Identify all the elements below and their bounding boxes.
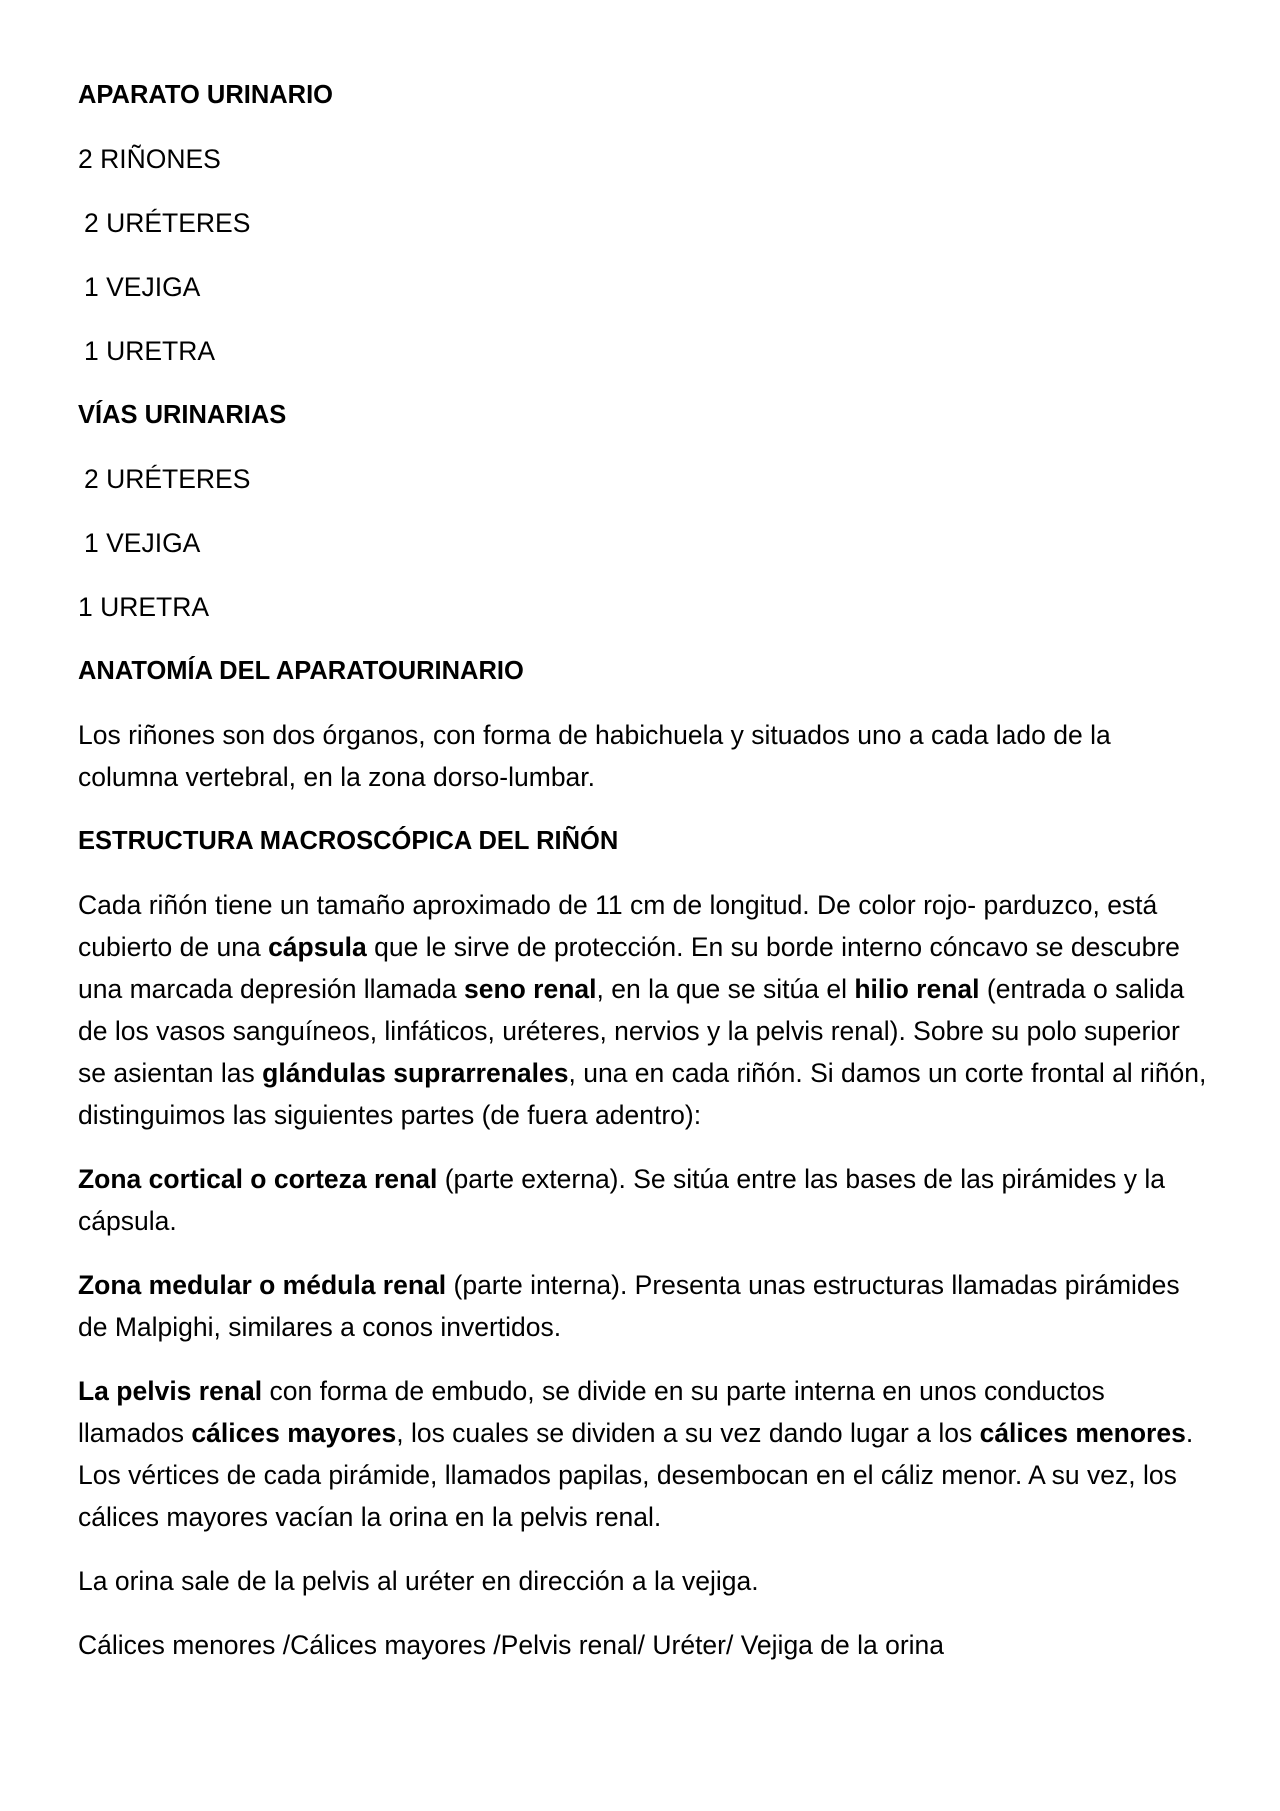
paragraph-orina: La orina sale de la pelvis al uréter en dirección a la vejiga. — [78, 1566, 759, 1596]
paragraph-rinones: Los riñones son dos órganos, con forma de habichuela y situados uno a cada lado de la columna vertebral, en la zona dorso-lumbar. — [78, 720, 1111, 792]
paragraph-zona-medular: Zona medular o médula renal (parte interna). Presenta unas estructuras llamadas pirámides de Malpighi, similares a conos invertidos. — [78, 1270, 1180, 1342]
document-page — [78, 74, 1208, 1688]
list-item: 1 VEJIGA — [84, 528, 201, 558]
list-item: 1 URETRA — [84, 336, 216, 366]
list-item: 1 VEJIGA — [84, 272, 201, 302]
heading-aparato-urinario: APARATO URINARIO — [78, 81, 333, 109]
paragraph-zona-cortical: Zona cortical o corteza renal (parte externa). Se sitúa entre las bases de las pirámides y la cápsula. — [78, 1164, 1165, 1236]
list-item: 2 URÉTERES — [84, 464, 251, 494]
paragraph-estructura: Cada riñón tiene un tamaño aproximado de 11 cm de longitud. De color rojo- parduzco, está cubierto de una cápsula que le sirve de protección. En su borde interno cóncavo se descubre una marcada depresión llamada seno renal, en la que se sitúa el hilio renal (entrada o salida de los vasos sanguíneos, linfáticos, uréteres, nervios y la pelvis renal). Sobre su polo superior se asientan las glándulas suprarrenales, una en cada riñón. Si damos un corte frontal al riñón, distinguimos las siguientes partes (de fuera adentro): — [78, 890, 1207, 1130]
heading-estructura-macroscopica: ESTRUCTURA MACROSCÓPICA DEL RIÑÓN — [78, 827, 619, 855]
paragraph-pelvis-renal: La pelvis renal con forma de embudo, se divide en su parte interna en unos conductos llamados cálices mayores, los cuales se dividen a su vez dando lugar a los cálices menores. Los vértices de cada pirámide, llamados papilas, desembocan en el cáliz menor. A su vez, los cálices mayores vacían la orina en la pelvis renal. — [78, 1376, 1194, 1532]
list-item: 2 RIÑONES — [78, 144, 221, 174]
paragraph-recorrido: Cálices menores /Cálices mayores /Pelvis renal/ Uréter/ Vejiga de la orina — [78, 1630, 945, 1660]
heading-anatomia: ANATOMÍA DEL APARATOURINARIO — [78, 657, 524, 685]
heading-vias-urinarias: VÍAS URINARIAS — [78, 401, 287, 429]
list-item: 2 URÉTERES — [84, 208, 251, 238]
list-item: 1 URETRA — [78, 592, 210, 622]
